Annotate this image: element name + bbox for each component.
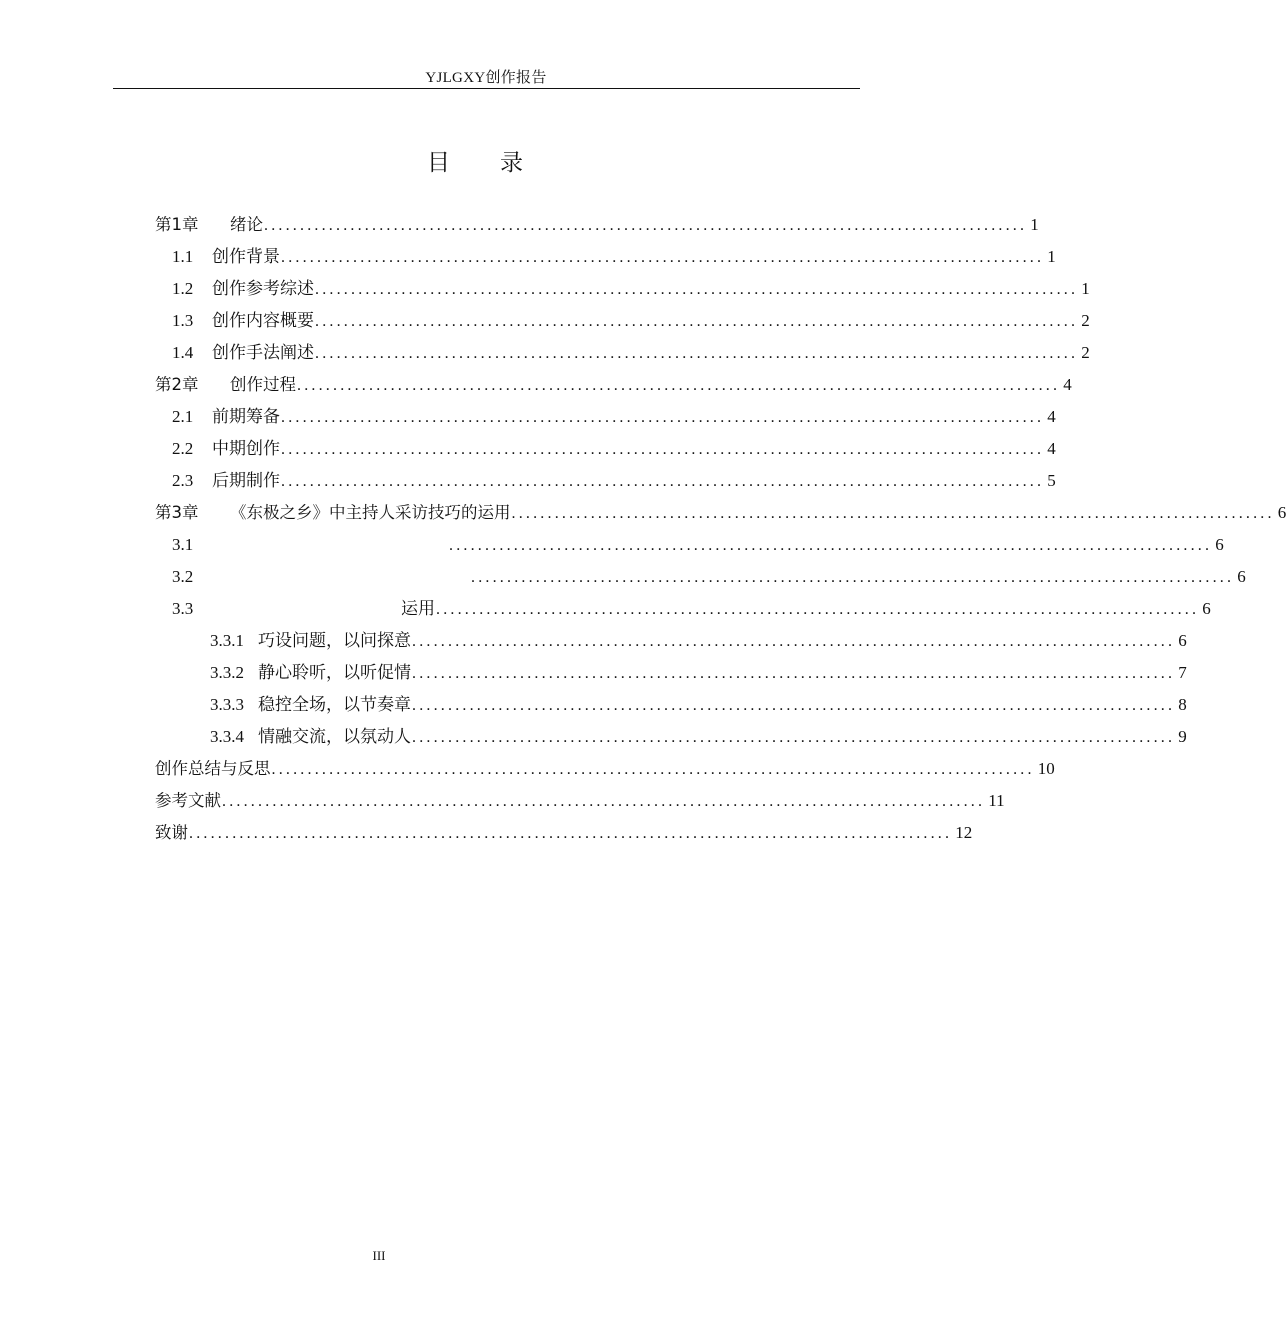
toc-entry-title: 绪论 [230,215,263,234]
toc-entry-1-2[interactable] [172,275,1090,303]
toc-entry-number: 2.2 [172,439,194,458]
dot-leader: .......................................................................................................... [297,377,1061,394]
toc-entry-title: 创作背景 [212,247,280,266]
toc-entry-title: 情融交流，以氛动人 [258,727,411,746]
toc-entry-number: 2.1 [172,407,194,426]
dot-leader: .......................................................................................................... [222,793,986,810]
toc-entry-title: 致谢 [155,823,188,842]
toc-entry-page: 1 [1030,215,1039,234]
toc-entry-3-3-2[interactable] [210,659,1187,687]
toc-entry-title: 静心聆听，以听促情 [258,663,411,682]
toc-title-right: 录 [500,150,523,176]
toc-entry-page: 11 [988,791,1005,810]
toc-entry-1-4[interactable] [172,339,1090,367]
toc-entry-page: 6 [1277,503,1286,522]
toc-entry-2-3[interactable] [172,467,1056,495]
toc-entry-title: 运用 [401,599,435,618]
toc-entry-1-3[interactable] [172,307,1090,335]
toc-entry-number: 3.1 [172,535,194,554]
toc-entry-number: 3.3.4 [210,727,244,746]
dot-leader: .......................................................................................................... [281,249,1045,266]
toc-entry-title: 巧设问题，以问探意 [258,631,411,650]
toc-entry-title: 稳控全场，以节奏章 [258,695,411,714]
toc-entry-title: 《东极之乡》中主持人采访技巧的运用 [230,503,511,522]
toc-entry-title: 参考文献 [155,791,221,810]
dot-leader: .......................................................................................................... [271,761,1035,778]
toc-entry-page: 5 [1047,471,1056,490]
toc-entry-title: 创作内容概要 [212,311,314,330]
toc-entry-page: 6 [1237,567,1246,586]
toc-entry-title: 前期筹备 [212,407,280,426]
toc-entry-page: 1 [1081,279,1090,298]
page-number: III [372,1248,386,1263]
toc-entry-chapter-2[interactable] [155,371,1072,399]
toc-entry-page: 7 [1178,663,1187,682]
header-divider [113,88,860,89]
toc-entry-number: 2.3 [172,471,194,490]
page-header: YJLGXY创作报告 [425,70,547,86]
toc-entry-number: 1.4 [172,343,194,362]
toc-entry-page: 2 [1081,343,1090,362]
toc-entry-number: 3.3.1 [210,631,244,650]
dot-leader: .......................................................................................................... [412,665,1176,682]
toc-entry-title: 创作手法阐述 [212,343,314,362]
toc-entry-2-1[interactable] [172,403,1056,431]
toc-entry-title: 创作参考综述 [212,279,314,298]
toc-entry-2-2[interactable] [172,435,1056,463]
toc-entry-number: 第2章 [155,375,199,394]
toc-entry-page: 4 [1047,439,1056,458]
toc-entry-3-3-1[interactable] [210,627,1187,655]
toc-entry-page: 8 [1178,695,1187,714]
dot-leader: .......................................................................................................... [436,601,1200,618]
toc-entry-chapter-3[interactable] [155,499,1286,527]
toc-entry-references[interactable] [155,787,1005,815]
toc-entry-page: 12 [955,823,973,842]
toc-entry-summary[interactable] [155,755,1055,783]
toc-entry-number: 第1章 [155,215,199,234]
toc-title-left: 目 [427,150,450,176]
toc-entry-page: 6 [1178,631,1187,650]
dot-leader: .......................................................................................................... [449,537,1213,554]
toc-entry-chapter-1[interactable] [155,211,1039,239]
dot-leader: .......................................................................................................... [281,409,1045,426]
dot-leader: .......................................................................................................... [412,633,1176,650]
toc-entry-acknowledgements[interactable] [155,819,973,847]
toc-entry-number: 1.2 [172,279,194,298]
toc-entry-3-3-3[interactable] [210,691,1187,719]
toc-entry-3-1[interactable] [172,531,1224,559]
dot-leader: .......................................................................................................... [412,729,1176,746]
toc-entry-page: 9 [1178,727,1187,746]
dot-leader: .......................................................................................................... [264,217,1028,234]
dot-leader: .......................................................................................................... [315,345,1079,362]
toc-entry-page: 6 [1202,599,1211,618]
toc-entry-title: 创作过程 [230,375,296,394]
dot-leader: .......................................................................................................... [281,473,1045,490]
toc-entry-page: 4 [1047,407,1056,426]
dot-leader: .......................................................................................................... [315,281,1079,298]
toc-entry-number: 3.3 [172,599,194,618]
dot-leader: .......................................................................................................... [412,697,1176,714]
dot-leader: .......................................................................................................... [471,569,1235,586]
toc-entry-number: 1.1 [172,247,194,266]
toc-entry-page: 2 [1081,311,1090,330]
toc-entry-number: 第3章 [155,503,199,522]
toc-entry-page: 10 [1037,759,1055,778]
dot-leader: .......................................................................................................... [315,313,1079,330]
toc-entry-title: 创作总结与反思 [155,759,271,778]
toc-entry-3-3[interactable] [172,595,1211,623]
toc-entry-number: 3.3.3 [210,695,244,714]
toc-entry-number: 1.3 [172,311,194,330]
toc-entry-page: 6 [1215,535,1224,554]
dot-leader: .......................................................................................................... [189,825,953,842]
toc-entry-number: 3.2 [172,567,194,586]
dot-leader: .......................................................................................................... [281,441,1045,458]
toc-entry-page: 4 [1063,375,1072,394]
toc-entry-3-2[interactable] [172,563,1246,591]
toc-entry-title: 中期创作 [212,439,280,458]
toc-title [0,148,950,178]
dot-leader: .......................................................................................................... [511,505,1275,522]
toc-entry-1-1[interactable] [172,243,1056,271]
toc-entry-3-3-4[interactable] [210,723,1187,751]
toc-entry-number: 3.3.2 [210,663,244,682]
toc-entry-title: 后期制作 [212,471,280,490]
toc-entry-page: 1 [1047,247,1056,266]
